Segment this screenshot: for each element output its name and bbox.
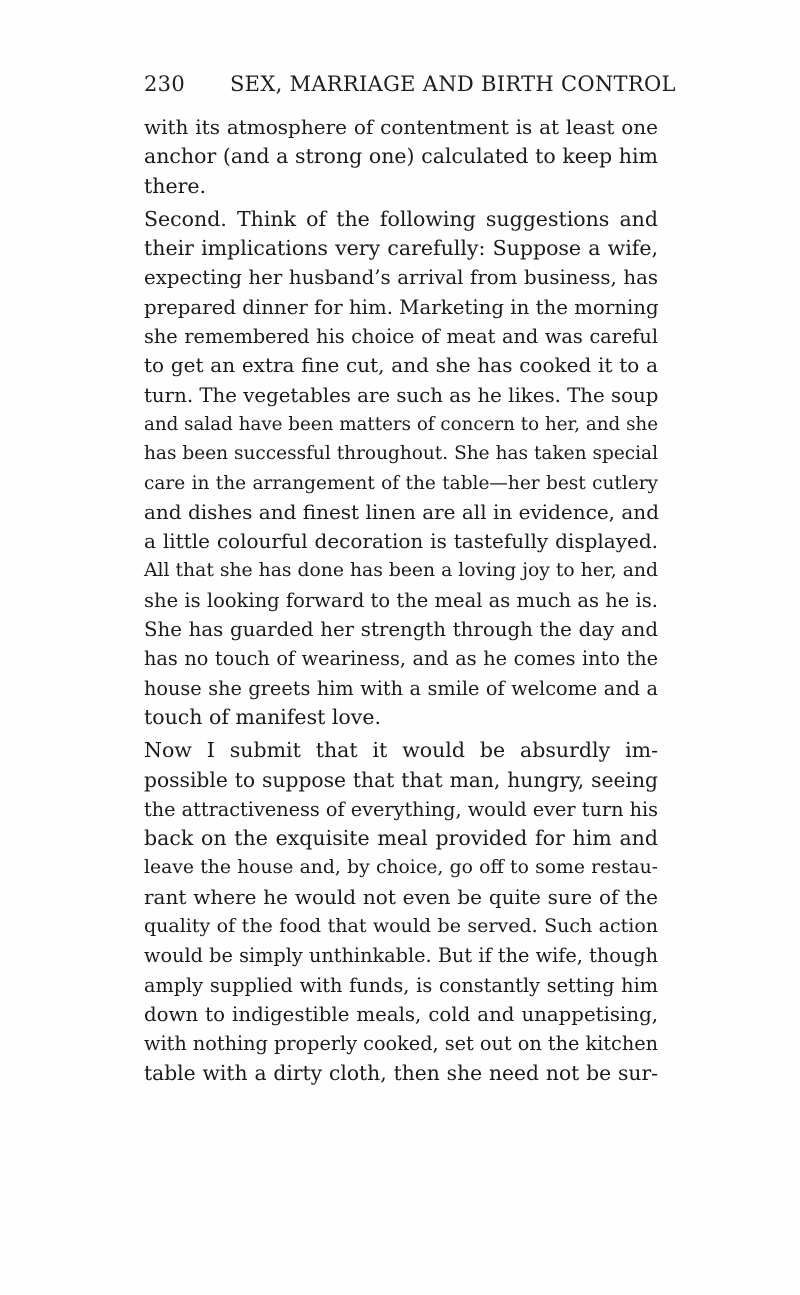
text-line: the attractiveness of everything, would ever turn his <box>144 797 659 821</box>
text-line: quality of the food that would be served. Such action <box>144 915 658 938</box>
text-line: with nothing properly cooked, set out on the kitchen <box>144 1032 659 1056</box>
paragraph <box>144 736 658 1088</box>
text-line: has no touch of weariness, and as he comes into the <box>144 647 658 671</box>
text-line: would be simply unthinkable. But if the wife, though <box>144 944 658 968</box>
text-line: has been successful throughout. She has taken special <box>144 443 658 465</box>
text-line: down to indigestible meals, cold and unappetising, <box>144 1002 658 1026</box>
text-line: Now I submit that it would be absurdly im- <box>144 738 658 763</box>
text-line: expecting her husband’s arrival from business, has <box>144 266 658 290</box>
text-line: Second. Think of the following suggestions and <box>144 206 658 231</box>
text-line: amply supplied with funds, is constantly setting him <box>144 973 658 997</box>
page-number: 230 <box>144 72 185 96</box>
text-line: She has guarded her strength through the day and <box>144 618 658 642</box>
paragraph <box>144 113 658 201</box>
text-line: possible to suppose that that man, hungry, seeing <box>144 767 658 792</box>
text-line: table with a dirty cloth, then she need not be sur- <box>144 1060 658 1085</box>
text-line: and salad have been matters of concern to her, and she <box>144 413 658 435</box>
text-line: prepared dinner for him. Marketing in the morning <box>144 295 659 319</box>
text-line: a little colourful decoration is tastefully displayed. <box>144 529 658 554</box>
running-title: SEX, MARRIAGE AND BIRTH CONTROL <box>230 72 676 96</box>
text-line: All that she has done has been a loving joy to her, and <box>144 560 658 582</box>
text-line: and dishes and finest linen are all in evidence, and <box>144 499 659 524</box>
running-head <box>144 72 676 108</box>
text-line: care in the arrangement of the table—her best cutlery <box>144 472 658 494</box>
text-line: house she greets him with a smile of welcome and a <box>144 676 658 700</box>
text-line: touch of manifest love. <box>144 704 381 729</box>
text-line: back on the exquisite meal provided for him and <box>144 826 658 851</box>
paragraph <box>144 205 658 732</box>
text-line: there. <box>144 173 207 198</box>
text-line: she remembered his choice of meat and was careful <box>144 325 658 349</box>
text-line: their implications very carefully: Suppose a wife, <box>144 236 658 261</box>
text-line: rant where he would not even be quite sure of the <box>144 884 658 909</box>
text-line: to get an extra fine cut, and she has cooked it to a <box>144 353 658 378</box>
text-line: anchor (and a strong one) calculated to keep him <box>144 144 658 169</box>
text-line: turn. The vegetables are such as he likes. The soup <box>144 383 659 407</box>
text-line: she is looking forward to the meal as much as he is. <box>144 588 658 612</box>
text-line: leave the house and, by choice, go off to some restau- <box>144 857 658 879</box>
text-line: with its atmosphere of contentment is at least one <box>144 115 658 139</box>
body-text <box>144 113 658 1088</box>
